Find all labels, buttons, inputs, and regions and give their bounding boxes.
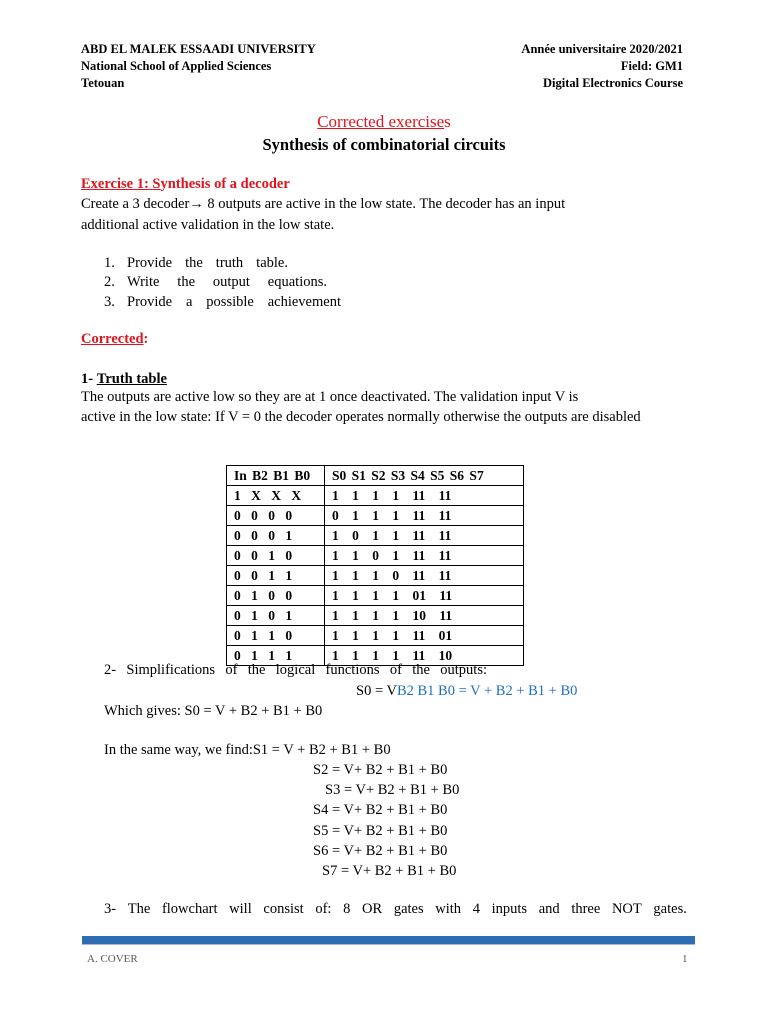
table-header-row xyxy=(227,466,524,486)
table-cell: 1 1 1 1 11 10 xyxy=(325,646,524,666)
table-cell: 0 0 1 1 xyxy=(227,566,325,586)
word: Write xyxy=(127,274,160,290)
table-cell: 1 1 1 0 11 11 xyxy=(325,566,524,586)
table-cell: 0 0 0 1 xyxy=(227,526,325,546)
exercise-desc-line2: additional active validation in the low state. xyxy=(81,217,335,233)
table-row xyxy=(227,586,524,606)
word: equations. xyxy=(267,274,327,290)
footer-bar xyxy=(82,936,695,944)
list-item-1 xyxy=(127,253,288,273)
table-row xyxy=(227,486,524,506)
academic-year: Année universitaire 2020/2021 xyxy=(521,42,683,56)
table-cell: 1 0 1 1 11 11 xyxy=(325,526,524,546)
header-inputs: In B2 B1 B0 xyxy=(227,466,325,486)
list-num-3: 3. xyxy=(104,294,115,310)
equation-s0-rhs: B2 B1 B0 = V + B2 + B1 + B0 xyxy=(396,683,578,699)
truth-table-heading xyxy=(81,369,194,389)
page-title xyxy=(0,112,768,132)
word: inputs xyxy=(491,901,528,917)
word: with xyxy=(435,901,462,917)
table-row xyxy=(227,526,524,546)
corrected-heading xyxy=(81,331,148,348)
word: Simplifications xyxy=(126,662,216,678)
simplifications-heading xyxy=(104,660,487,680)
course-name: Digital Electronics Course xyxy=(542,76,683,90)
table-cell: 1 1 1 1 11 11 xyxy=(325,486,524,506)
word: of xyxy=(389,662,402,678)
city-name: Tetouan xyxy=(81,76,125,90)
truth-table-desc-line1: The outputs are active low so they are at 1 once deactivated. The validation input V is xyxy=(81,389,579,405)
footer-author: A. COVER xyxy=(87,953,138,965)
equation-s6: S6 = V+ B2 + B1 + B0 xyxy=(313,843,448,859)
corrected-label: Corrected xyxy=(81,331,144,347)
word: will xyxy=(229,901,252,917)
exercise-heading-rest: ynthesis of a decoder xyxy=(160,176,290,192)
word: output xyxy=(212,274,250,290)
word: of: xyxy=(315,901,332,917)
truth-table-title: Truth table xyxy=(96,371,167,387)
table-cell: 0 1 1 0 xyxy=(227,626,325,646)
table-cell: 1 1 1 1 01 11 xyxy=(325,586,524,606)
corrected-colon: : xyxy=(143,331,149,347)
list-num-2: 2. xyxy=(104,274,115,290)
word: 3- xyxy=(104,901,117,917)
list-num-1: 1. xyxy=(104,255,115,271)
field-label: Field: GM1 xyxy=(620,59,683,73)
table-cell: 0 1 0 0 xyxy=(227,586,325,606)
word: truth xyxy=(215,255,244,271)
word: logical xyxy=(275,662,316,678)
word: gates. xyxy=(653,901,687,917)
table-cell: 1 1 1 1 10 11 xyxy=(325,606,524,626)
word: 4 xyxy=(472,901,480,917)
truth-table-num: 1- xyxy=(81,371,97,387)
word: a xyxy=(185,294,193,310)
truth-table xyxy=(226,465,524,666)
table-cell: 1 X X X xyxy=(227,486,325,506)
word: 2- xyxy=(104,662,117,678)
word: OR xyxy=(362,901,383,917)
header-left xyxy=(81,41,316,92)
table-row xyxy=(227,606,524,626)
table-cell: 0 1 1 1 xyxy=(227,646,325,666)
word: outputs: xyxy=(440,662,487,678)
equation-s0 xyxy=(356,681,577,701)
title-main-suffix: s xyxy=(444,112,451,131)
word: and xyxy=(538,901,560,917)
equation-s0-lhs: S0 = V xyxy=(356,683,397,699)
header-outputs: S0 S1 S2 S3 S4 S5 S6 S7 xyxy=(325,466,524,486)
table-row xyxy=(227,506,524,526)
exercise-heading xyxy=(81,176,290,193)
same-way-line: In the same way, we find:S1 = V + B2 + B1 + B0 xyxy=(104,742,391,758)
word: the xyxy=(185,255,203,271)
table-row xyxy=(227,626,524,646)
exercise-desc-line1: Create a 3 decoder→ 8 outputs are active in the low state. The decoder has an input xyxy=(81,196,566,212)
table-cell: 1 1 0 1 11 11 xyxy=(325,546,524,566)
word: table. xyxy=(256,255,288,271)
word: gates xyxy=(393,901,424,917)
equation-s3: S3 = V+ B2 + B1 + B0 xyxy=(325,782,460,798)
word: three xyxy=(571,901,601,917)
table-row xyxy=(227,546,524,566)
exercise-heading-s: S xyxy=(152,176,161,192)
table-cell: 1 1 1 1 11 01 xyxy=(325,626,524,646)
table-cell: 0 0 1 0 xyxy=(227,546,325,566)
word: Provide xyxy=(127,294,173,310)
equation-s4: S4 = V+ B2 + B1 + B0 xyxy=(313,802,448,818)
equation-s5: S5 = V+ B2 + B1 + B0 xyxy=(313,823,448,839)
word: functions xyxy=(325,662,380,678)
footer-bar-shadow xyxy=(82,944,695,945)
table-row xyxy=(227,566,524,586)
university-name: ABD EL MALEK ESSAADI UNIVERSITY xyxy=(81,42,316,56)
word: NOT xyxy=(611,901,642,917)
word: the xyxy=(177,274,196,290)
equation-s7: S7 = V+ B2 + B1 + B0 xyxy=(322,863,457,879)
table-cell: 0 1 0 1 xyxy=(227,606,325,626)
word: the xyxy=(247,662,266,678)
flowchart-line xyxy=(104,899,687,919)
word: possible xyxy=(206,294,254,310)
school-name: National School of Applied Sciences xyxy=(81,59,272,73)
page-number: 1 xyxy=(682,953,688,965)
word: the xyxy=(412,662,430,678)
word: flowchart xyxy=(161,901,218,917)
page-subtitle: Synthesis of combinatorial circuits xyxy=(262,135,506,154)
table-cell: 0 0 0 0 xyxy=(227,506,325,526)
word: The xyxy=(127,901,151,917)
word: 8 xyxy=(343,901,351,917)
header-right xyxy=(521,41,683,92)
word: achievement xyxy=(267,294,341,310)
which-gives-line: Which gives: S0 = V + B2 + B1 + B0 xyxy=(104,703,323,719)
truth-table-desc-line2: active in the low state: If V = 0 the decoder operates normally otherwise the outputs are disabled xyxy=(81,409,641,425)
list-item-2 xyxy=(127,272,327,292)
word: Provide xyxy=(127,255,173,271)
list-item-3 xyxy=(127,292,341,312)
title-main: Corrected exercise xyxy=(317,112,445,131)
exercise-heading-prefix: Exercise 1: xyxy=(81,176,153,192)
word: consist xyxy=(263,901,304,917)
equation-s2: S2 = V+ B2 + B1 + B0 xyxy=(313,762,448,778)
table-cell: 0 1 1 1 11 11 xyxy=(325,506,524,526)
word: of xyxy=(225,662,238,678)
